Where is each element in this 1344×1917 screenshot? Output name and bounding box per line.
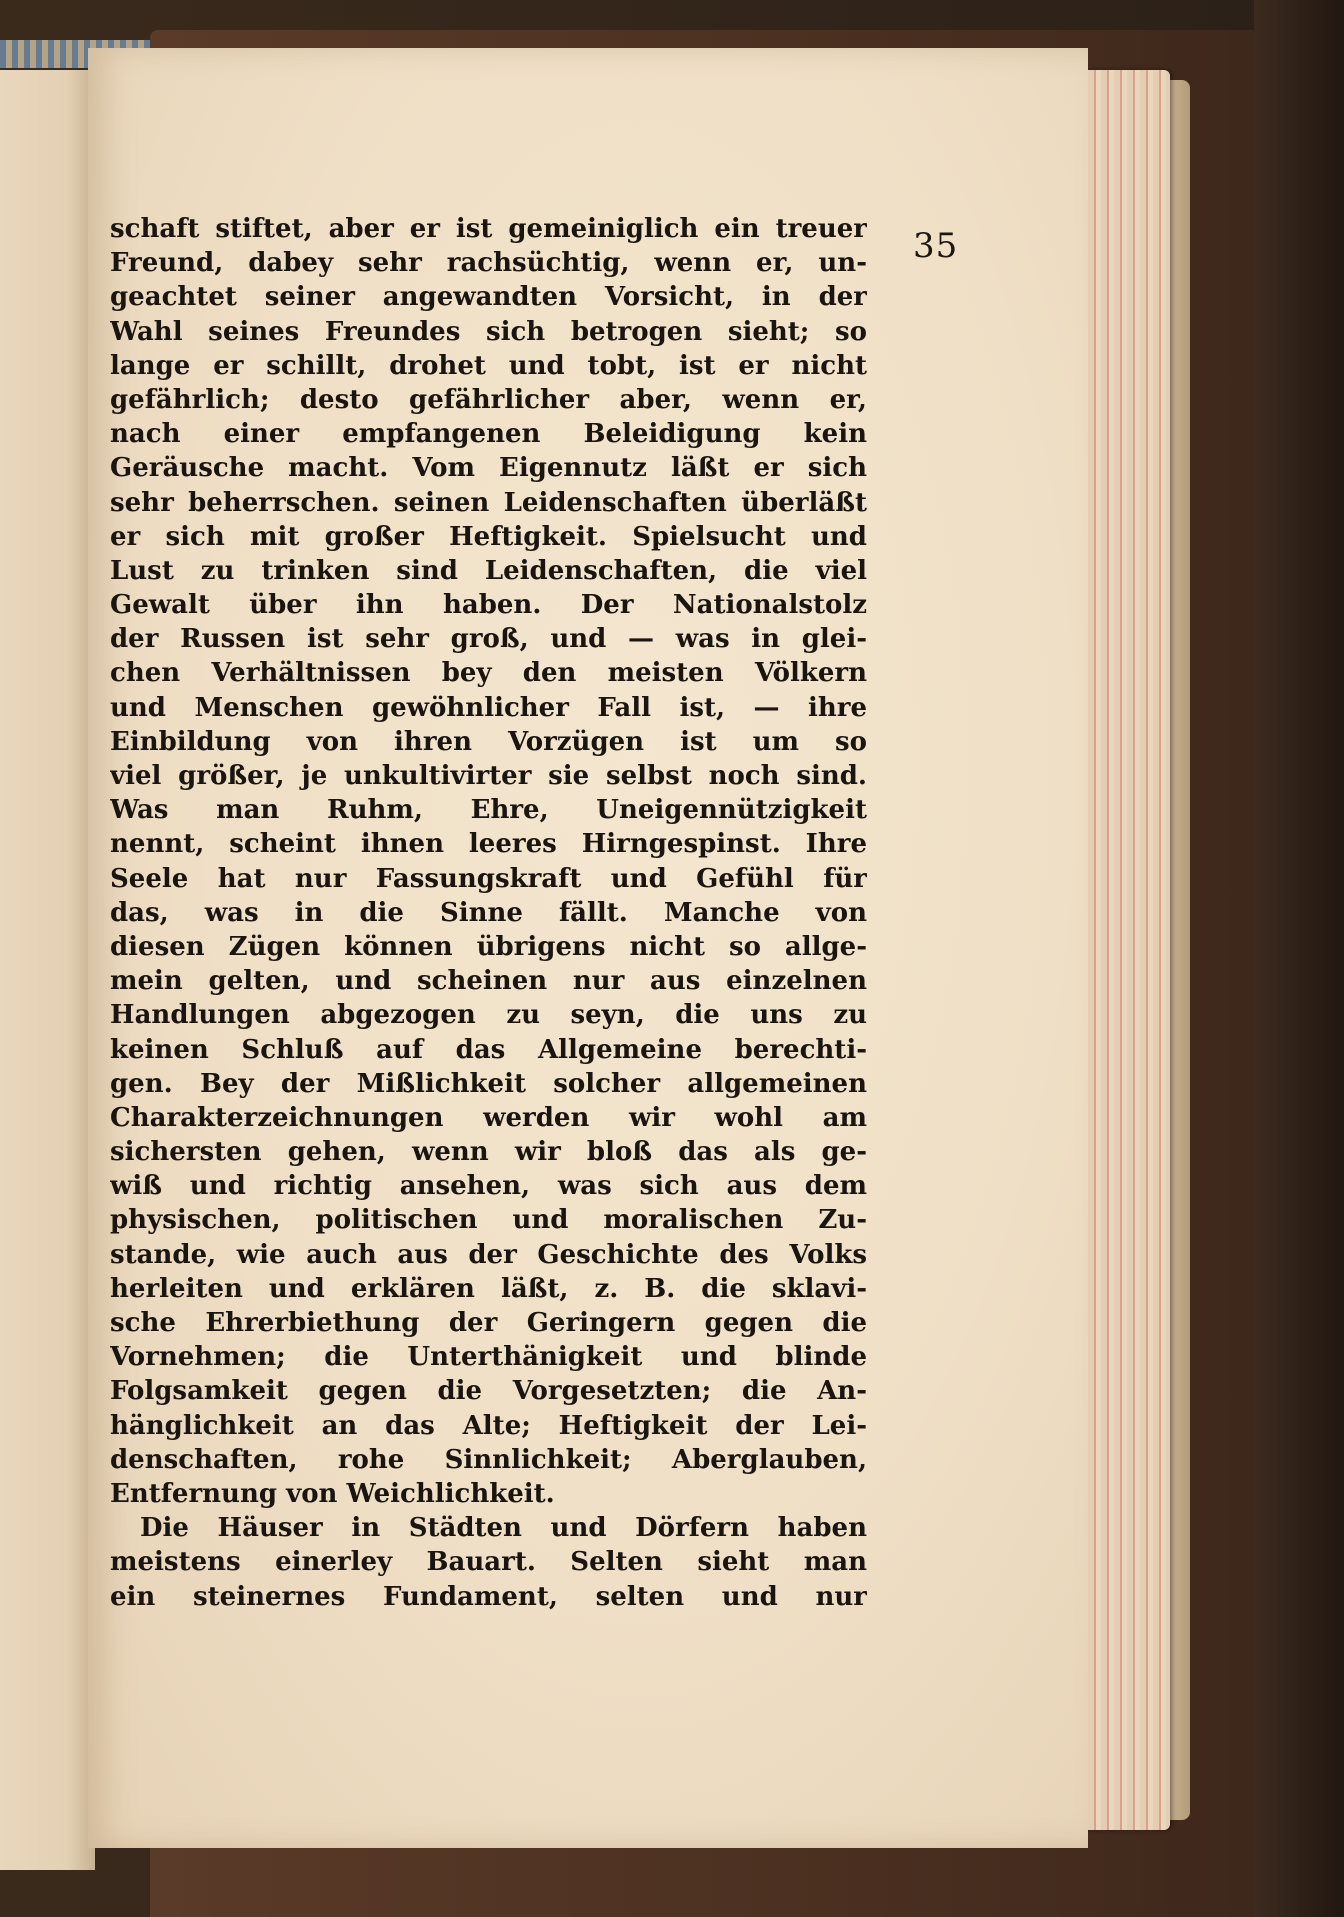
text-line: Lust zu trinken sind Leidenschaften, die viel bbox=[110, 555, 867, 586]
text-line: herleiten und erklären läßt, z. B. die sklavi- bbox=[110, 1273, 867, 1304]
text-line: Geräusche macht. Vom Eigennutz läßt er sich bbox=[110, 453, 867, 484]
text-line: sehr beherrschen. seinen Leidenschaften überläßt bbox=[110, 487, 867, 518]
text-line: physischen, politischen und moralischen Zu- bbox=[110, 1205, 867, 1236]
text-line: sche Ehrerbiethung der Geringern gegen die bbox=[110, 1308, 867, 1338]
text-line: lange er schillt, drohet und tobt, ist er nicht bbox=[110, 350, 867, 381]
text-line: nennt, scheint ihnen leeres Hirngespinst. Ihre bbox=[110, 829, 867, 860]
text-line: Vornehmen; die Unterthänigkeit und blinde bbox=[110, 1342, 867, 1373]
text-line: denschaften, rohe Sinnlichkeit; Aberglauben, bbox=[110, 1444, 867, 1475]
text-line: nach einer empfangenen Beleidigung kein bbox=[110, 419, 867, 450]
left-page-edge bbox=[0, 70, 95, 1870]
text-line: mein gelten, und scheinen nur aus einzelnen bbox=[110, 966, 867, 997]
text-line: Die Häuser in Städten und Dörfern haben bbox=[140, 1513, 867, 1544]
text-line: schaft stiftet, aber er ist gemeiniglich ein treuer bbox=[110, 214, 867, 244]
text-line: hänglichkeit an das Alte; Heftigkeit der Lei- bbox=[110, 1410, 867, 1441]
text-line: geachtet seiner angewandten Vorsicht, in der bbox=[110, 282, 867, 313]
text-line: Folgsamkeit gegen die Vorgesetzten; die An- bbox=[110, 1376, 867, 1407]
page-text bbox=[110, 212, 867, 1614]
text-line: Seele hat nur Fassungskraft und Gefühl für bbox=[110, 863, 867, 894]
text-line: und Menschen gewöhnlicher Fall ist, — ihre bbox=[110, 692, 867, 723]
text-line: viel größer, je unkultivirter sie selbst noch sind. bbox=[110, 761, 867, 791]
text-line: Handlungen abgezogen zu seyn, die uns zu bbox=[110, 1000, 867, 1031]
text-line: er sich mit großer Heftigkeit. Spielsucht und bbox=[110, 521, 867, 552]
text-line: meistens einerley Bauart. Selten sieht man bbox=[110, 1547, 867, 1578]
text-line: Einbildung von ihren Vorzügen ist um so bbox=[110, 726, 867, 757]
text-line: Wahl seines Freundes sich betrogen sieht; so bbox=[110, 316, 867, 347]
text-line: wiß und richtig ansehen, was sich aus dem bbox=[110, 1171, 867, 1202]
text-line: diesen Zügen können übrigens nicht so allge- bbox=[110, 931, 867, 962]
text-line: Was man Ruhm, Ehre, Uneigennützigkeit bbox=[110, 795, 867, 826]
page-number: 35 bbox=[913, 226, 959, 266]
text-line: Entfernung von Weichlichkeit. bbox=[110, 1478, 555, 1509]
text-line: keinen Schluß auf das Allgemeine berechti- bbox=[110, 1034, 867, 1065]
text-line: das, was in die Sinne fällt. Manche von bbox=[110, 897, 867, 928]
text-line: chen Verhältnissen bey den meisten Völkern bbox=[110, 658, 867, 689]
page-stack-edges bbox=[1075, 70, 1170, 1830]
text-line: gen. Bey der Mißlichkeit solcher allgemeinen bbox=[110, 1068, 867, 1099]
text-line: stande, wie auch aus der Geschichte des Volks bbox=[110, 1239, 867, 1270]
text-line: ein steinernes Fundament, selten und nur bbox=[110, 1581, 867, 1612]
text-line: gefährlich; desto gefährlicher aber, wenn er, bbox=[110, 384, 867, 415]
text-line: Freund, dabey sehr rachsüchtig, wenn er, un- bbox=[110, 248, 867, 279]
cover-edge bbox=[1254, 0, 1344, 1917]
text-line: Charakterzeichnungen werden wir wohl am bbox=[110, 1102, 867, 1133]
text-line: der Russen ist sehr groß, und — was in glei- bbox=[110, 624, 867, 655]
text-line: Gewalt über ihn haben. Der Nationalstolz bbox=[110, 590, 867, 621]
text-line: sichersten gehen, wenn wir bloß das als ge- bbox=[110, 1137, 867, 1168]
